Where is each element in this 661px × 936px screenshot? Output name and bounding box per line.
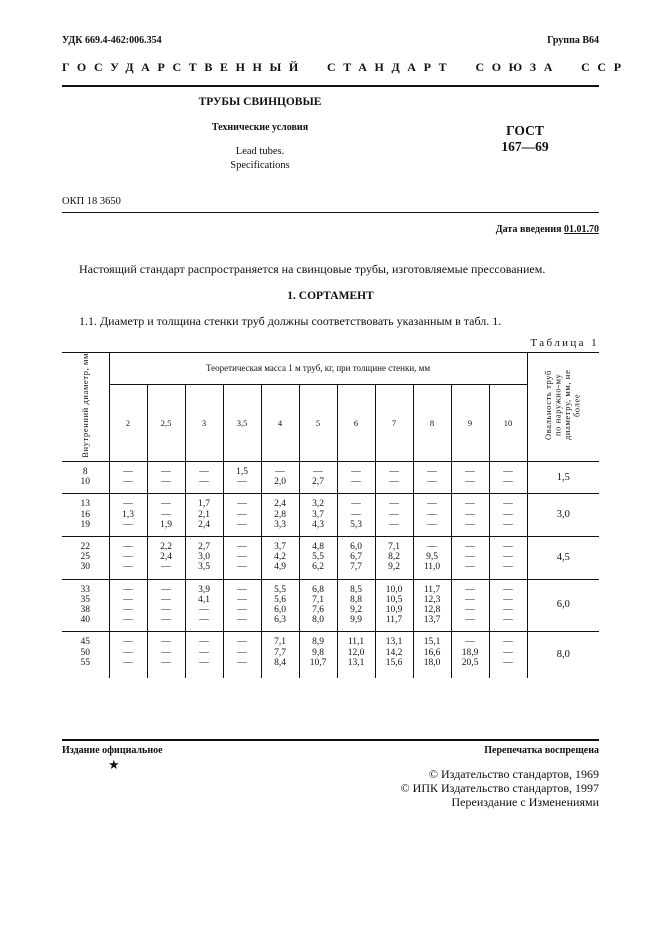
mass-value: —: [123, 604, 133, 615]
mass-cell: [489, 632, 527, 678]
mass-cell: [299, 579, 337, 632]
diameter-value: 35: [80, 594, 90, 605]
mass-value: —: [389, 509, 399, 520]
mass-value: —: [123, 657, 133, 668]
mass-value: —: [503, 647, 513, 658]
mass-value: —: [199, 466, 209, 477]
mass-cell: [337, 579, 375, 632]
mass-value: —: [465, 594, 475, 605]
mass-value: —: [237, 604, 247, 615]
clause-1-1: 1.1. Диаметр и толщина стенки труб должны соответствовать указанным в табл. 1.: [79, 314, 502, 328]
mass-value: 1,5: [236, 466, 248, 477]
mass-value: —: [503, 657, 513, 668]
mass-value: —: [161, 466, 171, 477]
mass-value: —: [503, 552, 513, 563]
mass-value: 7,7: [274, 647, 286, 658]
gost-label: ГОСТ: [506, 123, 544, 138]
header-rule: [62, 85, 599, 87]
thickness-header: 4: [261, 384, 299, 461]
mass-cell: [185, 494, 223, 537]
table-row: [62, 536, 599, 579]
mass-value: —: [123, 541, 133, 552]
mass-value: 13,7: [423, 615, 441, 626]
mass-cell: [375, 579, 413, 632]
diameter-value: 13: [80, 499, 90, 510]
mass-cell: [337, 461, 375, 493]
mass-value: 8,8: [350, 594, 362, 605]
mass-value: 7,1: [274, 637, 286, 648]
mass-value: 4,1: [198, 594, 210, 605]
mass-value: —: [465, 604, 475, 615]
mass-cell: [413, 461, 451, 493]
mass-value: 2,4: [160, 552, 172, 563]
mass-cell: [185, 536, 223, 579]
diameter-cell: [62, 536, 109, 579]
mass-value: 3,5: [198, 562, 210, 573]
thickness-header: 2,5: [147, 384, 185, 461]
mass-value: 4,9: [274, 562, 286, 573]
mass-value: —: [389, 519, 399, 530]
mass-cell: [109, 579, 147, 632]
mass-cell: [261, 579, 299, 632]
mass-cell: [489, 494, 527, 537]
mass-cell: [451, 494, 489, 537]
mass-cell: [109, 536, 147, 579]
mass-value: —: [351, 509, 361, 520]
mass-value: —: [465, 519, 475, 530]
mass-value: 8,2: [388, 552, 400, 563]
mass-cell: [261, 536, 299, 579]
mass-value: 11,1: [347, 637, 365, 648]
gost-number: 167—69: [501, 139, 549, 154]
diameter-value: 50: [80, 647, 90, 658]
mass-cell: [375, 536, 413, 579]
mass-value: 2,4: [198, 519, 210, 530]
table-row: [62, 494, 599, 537]
mass-value: —: [123, 584, 133, 595]
mass-cell: [489, 461, 527, 493]
ovality-value: 3,0: [527, 494, 599, 537]
diameter-value: 16: [80, 509, 90, 520]
mass-value: —: [237, 499, 247, 510]
mass-value: 7,6: [312, 604, 324, 615]
mass-value: 2,0: [274, 477, 286, 488]
mass-cell: [375, 461, 413, 493]
mass-value: —: [503, 477, 513, 488]
mass-value: 3,9: [198, 584, 210, 595]
mass-value: —: [503, 466, 513, 477]
mass-value: 6,8: [312, 584, 324, 595]
mass-value: —: [123, 562, 133, 573]
ovality-value: 4,5: [527, 536, 599, 579]
mass-value: —: [351, 466, 361, 477]
diameter-cell: [62, 494, 109, 537]
wall-thickness-group-header: Теоретическая масса 1 м труб, кг, при толщине стенки, мм: [109, 353, 527, 385]
mass-cell: [337, 632, 375, 678]
mass-value: —: [427, 499, 437, 510]
mass-cell: [337, 536, 375, 579]
mass-value: —: [503, 541, 513, 552]
thickness-header: 9: [451, 384, 489, 461]
mass-value: —: [123, 552, 133, 563]
copyright-1997: © ИПК Издательство стандартов, 1997: [400, 781, 599, 795]
mass-value: 8,9: [312, 637, 324, 648]
mass-value: —: [465, 562, 475, 573]
diameter-cell: [62, 579, 109, 632]
footer-rule: [62, 739, 599, 741]
mass-cell: [109, 632, 147, 678]
diameter-value: 33: [80, 584, 90, 595]
mass-cell: [261, 494, 299, 537]
mass-value: 12,8: [423, 604, 441, 615]
mass-value: 13,1: [347, 657, 365, 668]
mass-value: —: [465, 541, 475, 552]
mass-value: —: [503, 499, 513, 510]
thickness-header: 10: [489, 384, 527, 461]
mass-value: —: [123, 499, 133, 510]
mass-value: —: [237, 562, 247, 573]
official-edition: Издание официальное: [62, 745, 163, 756]
inner-diameter-header: Внутренний диаметр, мм: [62, 353, 109, 462]
mass-value: 16,6: [423, 647, 441, 658]
diameter-cell: [62, 461, 109, 493]
mass-value: 3,7: [312, 509, 324, 520]
mass-value: 8,0: [312, 615, 324, 626]
mass-value: 6,0: [350, 541, 362, 552]
mass-value: 6,2: [312, 562, 324, 573]
mass-cell: [299, 494, 337, 537]
thickness-header: 3: [185, 384, 223, 461]
diameter-value: 25: [80, 552, 90, 563]
diameter-value: 30: [80, 562, 90, 573]
mass-cell: [223, 536, 261, 579]
mass-value: 12,0: [347, 647, 365, 658]
mass-cell: [413, 494, 451, 537]
mass-value: 2,1: [198, 509, 210, 520]
mass-value: —: [389, 499, 399, 510]
mass-value: 7,1: [388, 541, 400, 552]
introduction-date: [496, 224, 599, 235]
mass-value: —: [503, 509, 513, 520]
diameter-value: 22: [80, 541, 90, 552]
mass-value: 5,5: [312, 552, 324, 563]
mass-cell: [451, 461, 489, 493]
mass-value: —: [465, 477, 475, 488]
tube-mass-table: [62, 352, 599, 678]
mass-value: —: [503, 637, 513, 648]
mass-value: —: [237, 615, 247, 626]
mass-value: 4,8: [312, 541, 324, 552]
mass-value: 1,3: [122, 509, 134, 520]
mass-value: —: [503, 594, 513, 605]
mass-value: —: [389, 477, 399, 488]
mass-value: —: [161, 647, 171, 658]
mass-value: 18,0: [423, 657, 441, 668]
mass-cell: [413, 579, 451, 632]
ovality-header: Овальность труб по наружно-му диаметру, мм, не более: [527, 353, 599, 462]
mass-cell: [261, 461, 299, 493]
mass-value: 9,2: [350, 604, 362, 615]
okp-code: ОКП 18 3650: [62, 196, 121, 207]
mass-cell: [147, 579, 185, 632]
mass-value: —: [237, 477, 247, 488]
state-standard-heading: ГОСУДАРСТВЕННЫЙ СТАНДАРТ СОЮЗА ССР: [62, 60, 629, 74]
mass-value: 11,7: [385, 615, 403, 626]
mass-value: —: [427, 509, 437, 520]
table-row: [62, 632, 599, 678]
mass-value: —: [237, 647, 247, 658]
mass-value: —: [123, 466, 133, 477]
document-subtitle: Технические условия: [211, 122, 309, 133]
mass-value: —: [503, 604, 513, 615]
mass-cell: [261, 632, 299, 678]
diameter-cell: [62, 632, 109, 678]
diameter-value: 40: [80, 615, 90, 626]
mass-cell: [223, 579, 261, 632]
mass-cell: [147, 494, 185, 537]
mass-value: —: [161, 562, 171, 573]
mass-value: 6,0: [274, 604, 286, 615]
mass-value: 2,7: [198, 541, 210, 552]
mass-value: —: [465, 509, 475, 520]
mass-value: —: [503, 584, 513, 595]
mass-cell: [375, 632, 413, 678]
mass-value: —: [161, 615, 171, 626]
mass-value: —: [161, 499, 171, 510]
mass-value: 2,7: [312, 477, 324, 488]
mass-value: 3,3: [274, 519, 286, 530]
diameter-value: 55: [80, 657, 90, 668]
mass-value: 6,3: [274, 615, 286, 626]
mass-value: —: [161, 584, 171, 595]
mass-value: 8,4: [274, 657, 286, 668]
mass-value: —: [465, 552, 475, 563]
mass-value: —: [123, 519, 133, 530]
mass-value: —: [237, 552, 247, 563]
mass-value: 10,5: [385, 594, 403, 605]
mass-cell: [223, 494, 261, 537]
mass-cell: [375, 494, 413, 537]
mass-value: —: [237, 637, 247, 648]
thickness-header: 8: [413, 384, 451, 461]
mass-value: —: [199, 615, 209, 626]
mass-value: 9,8: [312, 647, 324, 658]
mass-cell: [413, 632, 451, 678]
mass-cell: [223, 461, 261, 493]
mass-value: —: [161, 657, 171, 668]
mass-value: 3,0: [198, 552, 210, 563]
mass-value: 8,5: [350, 584, 362, 595]
group-code: Группа В64: [547, 35, 599, 46]
okp-rule: [62, 212, 599, 213]
mass-value: 2,8: [274, 509, 286, 520]
mass-value: —: [161, 477, 171, 488]
mass-value: —: [237, 657, 247, 668]
mass-value: 15,1: [423, 637, 441, 648]
mass-value: —: [123, 615, 133, 626]
mass-cell: [185, 632, 223, 678]
mass-value: 3,7: [274, 541, 286, 552]
mass-value: —: [503, 519, 513, 530]
mass-cell: [451, 579, 489, 632]
mass-value: —: [351, 499, 361, 510]
mass-cell: [223, 632, 261, 678]
introduction-date-label: Дата введения: [495, 224, 562, 235]
mass-value: —: [237, 594, 247, 605]
mass-value: —: [275, 466, 285, 477]
mass-value: 5,6: [274, 594, 286, 605]
mass-value: —: [123, 477, 133, 488]
diameter-value: 45: [80, 637, 90, 648]
mass-value: —: [199, 647, 209, 658]
mass-cell: [489, 579, 527, 632]
mass-value: —: [465, 584, 475, 595]
mass-value: 6,7: [350, 552, 362, 563]
mass-value: —: [503, 562, 513, 573]
mass-cell: [413, 536, 451, 579]
thickness-header: 5: [299, 384, 337, 461]
thickness-header-row: [62, 384, 599, 461]
ovality-value: 1,5: [527, 461, 599, 493]
thickness-header: 7: [375, 384, 413, 461]
mass-value: 9,9: [350, 615, 362, 626]
mass-value: 11,0: [423, 562, 441, 573]
mass-cell: [147, 632, 185, 678]
mass-value: —: [123, 647, 133, 658]
table-row: [62, 461, 599, 493]
english-title-line-1: Lead tubes.: [235, 146, 285, 157]
english-title-line-2: Specifications: [230, 160, 290, 171]
table-caption: Таблица 1: [530, 337, 599, 349]
mass-value: —: [237, 541, 247, 552]
mass-cell: [185, 579, 223, 632]
mass-value: —: [161, 509, 171, 520]
mass-value: 10,9: [385, 604, 403, 615]
mass-value: —: [427, 519, 437, 530]
ovality-value: 6,0: [527, 579, 599, 632]
mass-value: 1,7: [198, 499, 210, 510]
star-icon: ★: [108, 757, 120, 772]
mass-value: 12,3: [423, 594, 441, 605]
reissue-note: Переиздание с Изменениями: [451, 795, 599, 809]
mass-value: —: [427, 541, 437, 552]
mass-value: 4,3: [312, 519, 324, 530]
mass-cell: [185, 461, 223, 493]
copyright-1969: © Издательство стандартов, 1969: [428, 767, 599, 781]
mass-value: 15,6: [385, 657, 403, 668]
mass-cell: [299, 536, 337, 579]
mass-value: —: [237, 519, 247, 530]
mass-value: 13,1: [385, 637, 403, 648]
mass-value: 18,9: [461, 647, 479, 658]
mass-value: 2,4: [274, 499, 286, 510]
diameter-value: 10: [80, 477, 90, 488]
mass-value: —: [123, 594, 133, 605]
udk-code: УДК 669.4-462:006.354: [62, 35, 162, 46]
mass-cell: [489, 536, 527, 579]
thickness-header: 6: [337, 384, 375, 461]
diameter-value: 8: [82, 466, 88, 477]
mass-value: 3,2: [312, 499, 324, 510]
mass-value: —: [465, 637, 475, 648]
mass-value: —: [199, 637, 209, 648]
mass-value: 5,3: [350, 519, 362, 530]
document-title: ТРУБЫ СВИНЦОВЫЕ: [198, 96, 322, 108]
mass-value: —: [465, 499, 475, 510]
mass-value: —: [161, 594, 171, 605]
mass-cell: [109, 494, 147, 537]
mass-value: 2,2: [160, 541, 172, 552]
mass-value: 9,2: [388, 562, 400, 573]
mass-value: 4,2: [274, 552, 286, 563]
thickness-header: 3,5: [223, 384, 261, 461]
mass-value: —: [313, 466, 323, 477]
mass-value: —: [199, 604, 209, 615]
reprint-notice: Перепечатка воспрещена: [484, 745, 599, 756]
mass-cell: [299, 461, 337, 493]
mass-value: —: [123, 637, 133, 648]
mass-value: —: [237, 584, 247, 595]
ovality-value: 8,0: [527, 632, 599, 678]
mass-value: 10,7: [309, 657, 327, 668]
mass-value: 14,2: [385, 647, 403, 658]
section-title: 1. СОРТАМЕНТ: [287, 290, 374, 302]
mass-value: 1,9: [160, 519, 172, 530]
mass-value: —: [427, 466, 437, 477]
mass-value: —: [465, 466, 475, 477]
mass-cell: [147, 461, 185, 493]
diameter-value: 19: [80, 519, 90, 530]
mass-value: —: [503, 615, 513, 626]
mass-value: —: [427, 477, 437, 488]
mass-value: —: [389, 466, 399, 477]
mass-cell: [147, 536, 185, 579]
mass-value: —: [199, 477, 209, 488]
diameter-value: 38: [80, 604, 90, 615]
mass-value: 7,1: [312, 594, 324, 605]
mass-value: 11,7: [423, 584, 441, 595]
intro-paragraph: Настоящий стандарт распространяется на свинцовые трубы, изготовляемые прессованием.: [79, 262, 546, 276]
mass-value: 7,7: [350, 562, 362, 573]
mass-value: —: [161, 604, 171, 615]
mass-value: 9,5: [426, 552, 438, 563]
mass-cell: [337, 494, 375, 537]
mass-value: —: [237, 509, 247, 520]
mass-value: —: [465, 615, 475, 626]
table-row: [62, 579, 599, 632]
mass-value: —: [351, 477, 361, 488]
introduction-date-value: 01.01.70: [564, 224, 599, 235]
mass-cell: [451, 536, 489, 579]
mass-value: 5,5: [274, 584, 286, 595]
mass-value: —: [199, 657, 209, 668]
mass-cell: [451, 632, 489, 678]
mass-value: —: [161, 637, 171, 648]
mass-cell: [299, 632, 337, 678]
mass-cell: [109, 461, 147, 493]
mass-value: 10,0: [385, 584, 403, 595]
thickness-header: 2: [109, 384, 147, 461]
mass-value: 20,5: [461, 657, 479, 668]
